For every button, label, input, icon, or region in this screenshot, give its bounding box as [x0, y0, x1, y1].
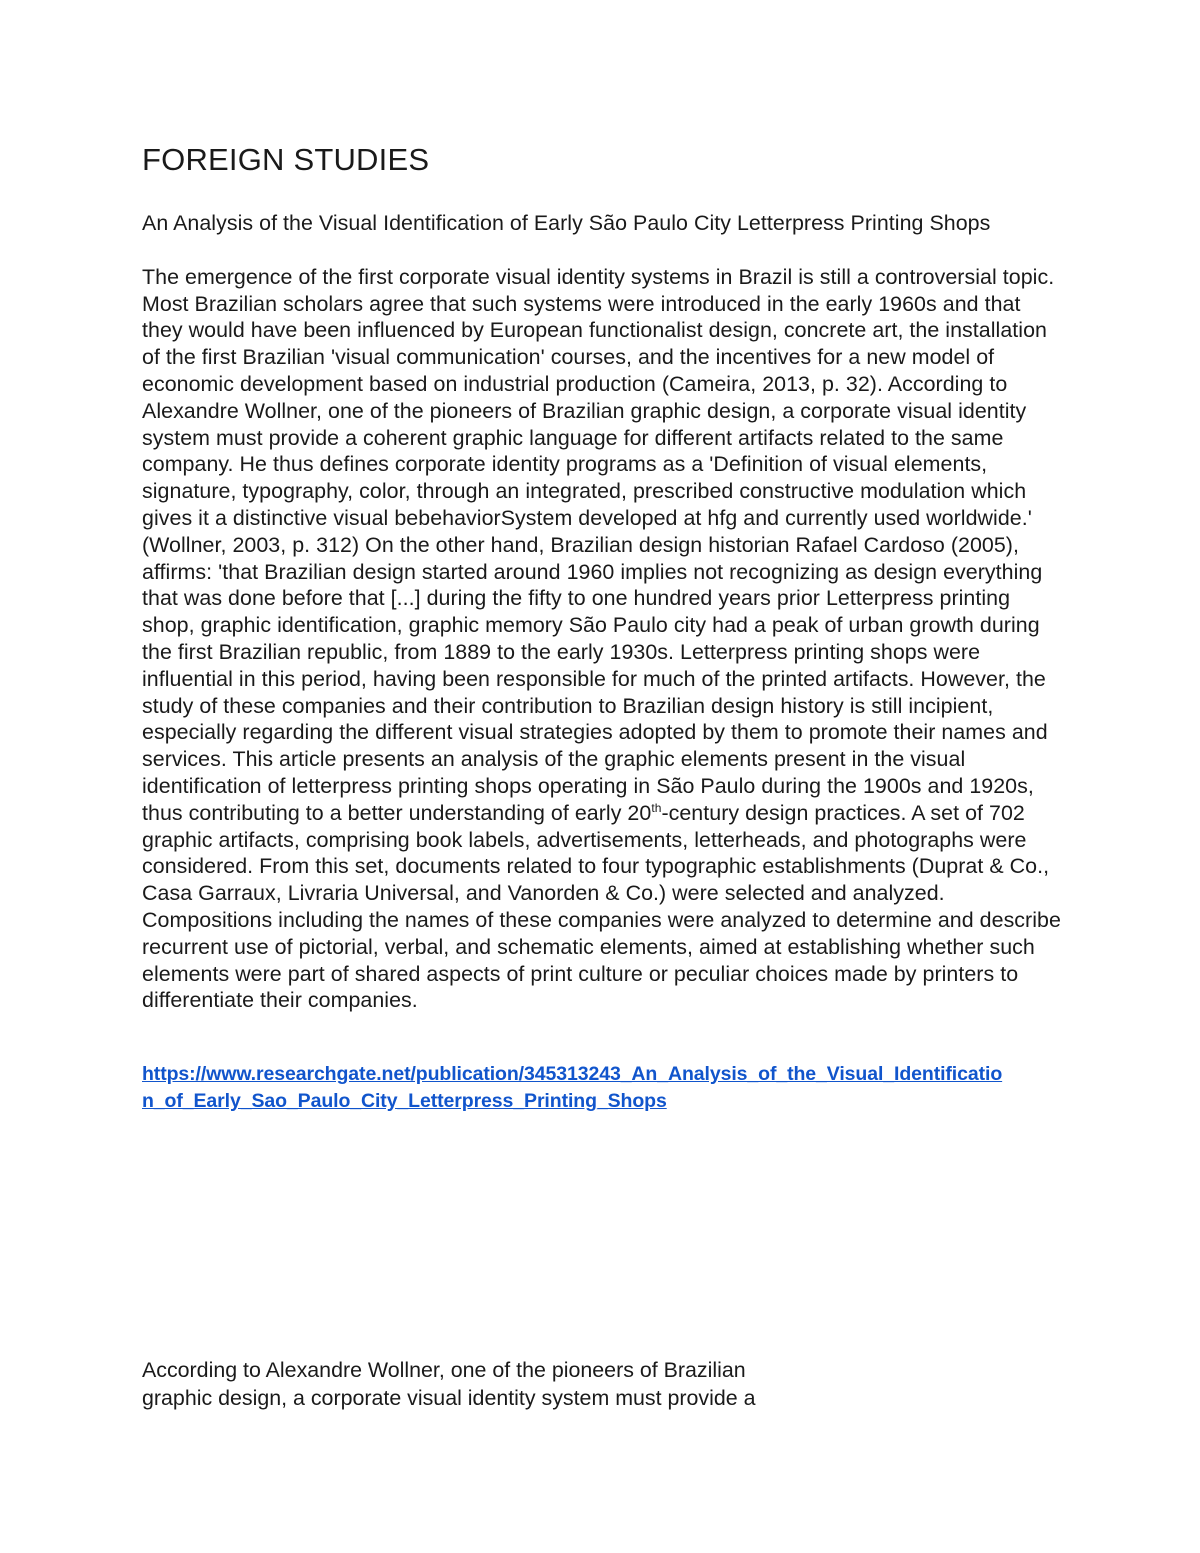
source-link-line-1: https://www.researchgate.net/publication/345313243_An_Analysis_of_the_Visual_Identificatio	[142, 1063, 1003, 1086]
article-subtitle: An Analysis of the Visual Identification of Early São Paulo City Letterpress Printing Shops	[142, 211, 991, 235]
source-link[interactable]	[142, 1061, 1067, 1115]
abstract-text-continued: -century design practices. A set of 702 graphic artifacts, comprising book labels, advertisements, letterheads, and photographs were considered. From this set, documents related to four typographic establishments (Duprat & Co., Casa Garraux, Livraria Universal, and Vanorden & Co.) were selected and analyzed. Compositions including the names of these companies were analyzed to determine and describe recurrent use of pictorial, verbal, and schematic elements, aimed at establishing whether such elements were part of shared aspects of print culture or peculiar choices made by printers to differentiate their companies.	[142, 800, 1061, 1013]
closing-paragraph	[142, 1356, 842, 1412]
closing-line-1: According to Alexandre Wollner, one of the pioneers of Brazilian	[142, 1358, 746, 1382]
source-link-line-2: n_of_Early_Sao_Paulo_City_Letterpress_Printing_Shops	[142, 1090, 667, 1113]
abstract-text-main: The emergence of the first corporate visual identity systems in Brazil is still a controversial topic. Most Brazilian scholars agree that such systems were introduced in the early 1960s and that they would have been influenced by European functionalist design, concrete art, the installation of the first Brazilian 'visual communication' courses, and the incentives for a new model of economic development based on industrial production (Cameira, 2013, p. 32). According to Alexandre Wollner, one of the pioneers of Brazilian graphic design, a corporate visual identity system must provide a coherent graphic language for different artifacts related to the same company. He thus defines corporate identity programs as a 'Definition of visual elements, signature, typography, color, through an integrated, prescribed constructive modulation which gives it a distinctive visual bebehaviorSystem developed at hfg and currently used worldwide.' (Wollner, 2003, p. 312) On the other hand, Brazilian design historian Rafael Cardoso (2005), affirms: 'that Brazilian design started around 1960 implies not recognizing as design everything that was done before that [...] during the fifty to one hundred years prior Letterpress printing shop, graphic identification, graphic memory São Paulo city had a peak of urban growth during the first Brazilian republic, from 1889 to the early 1930s. Letterpress printing shops were influential in this period, having been responsible for much of the printed artifacts. However, the study of these companies and their contribution to Brazilian design history is still incipient, especially regarding the different visual strategies adopted by them to promote their names and services. This article presents an analysis of the graphic elements present in the visual identification of letterpress printing shops operating in São Paulo during the 1900s and 1920s, thus contributing to a better understanding of early 20	[142, 264, 1055, 825]
page-title: FOREIGN STUDIES	[142, 142, 430, 177]
abstract-paragraph	[142, 264, 1067, 1014]
closing-line-2: graphic design, a corporate visual identity system must provide a	[142, 1386, 756, 1410]
document-body	[142, 140, 1067, 1115]
ordinal-superscript: th	[651, 800, 662, 815]
